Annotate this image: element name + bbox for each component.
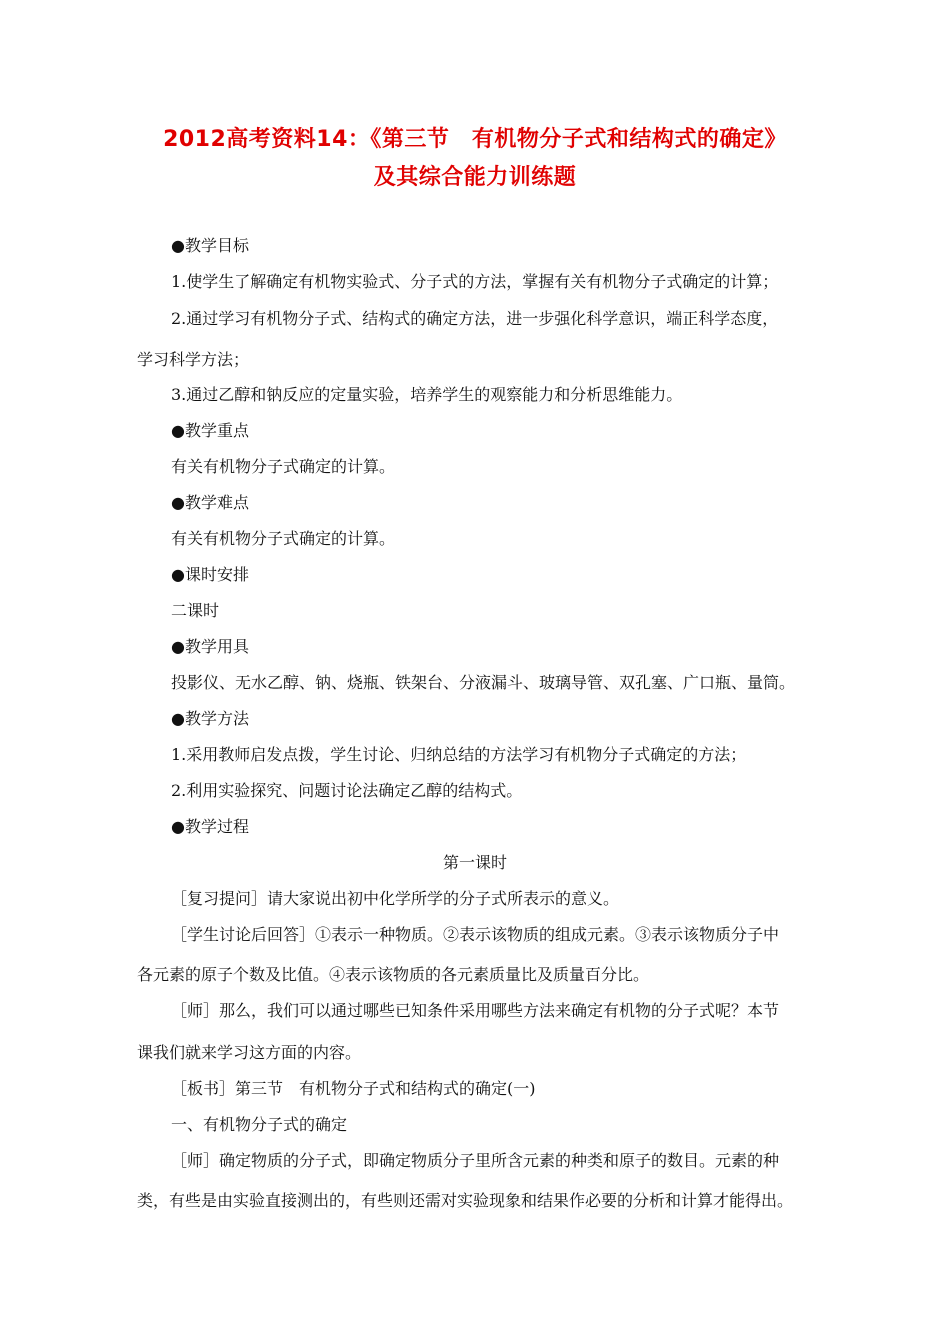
student-answer-line-2: 各元素的原子个数及比值。④表示该物质的各元素质量比及质量百分比。 (137, 965, 650, 984)
teacher-remark-2-line-2: 类，有些是由实验直接测出的，有些则还需对实验现象和结果作必要的分析和计算才能得出。 (137, 1191, 794, 1210)
heading-difficulties: ●教学难点 (171, 493, 249, 512)
heading-teaching-tools: ●教学用具 (171, 637, 249, 656)
heading-teaching-methods: ●教学方法 (171, 709, 249, 728)
section-heading-1: 一、有机物分子式的确定 (171, 1115, 348, 1134)
student-answer-line-1: ［学生讨论后回答］①表示一种物质。②表示该物质的组成元素。③表示该物质分子中 (171, 925, 780, 944)
review-question: ［复习提问］请大家说出初中化学所学的分子式所表示的意义。 (171, 889, 620, 908)
schedule-text: 二课时 (171, 601, 220, 620)
key-points-text: 有关有机物分子式确定的计算。 (171, 457, 396, 476)
teacher-remark-1-line-1: ［师］那么，我们可以通过哪些已知条件采用哪些方法来确定有机物的分子式呢？本节 (171, 1001, 780, 1020)
heading-teaching-process: ●教学过程 (171, 817, 249, 836)
blackboard-note: ［板书］第三节 有机物分子式和结构式的确定(一) (171, 1079, 536, 1098)
teaching-tools-text: 投影仪、无水乙醇、钠、烧瓶、铁架台、分液漏斗、玻璃导管、双孔塞、广口瓶、量筒。 (171, 673, 796, 692)
goal-item-1: 1.使学生了解确定有机物实验式、分子式的方法，掌握有关有机物分子式确定的计算； (171, 272, 779, 291)
document-title-line-2: 及其综合能力训练题 (373, 165, 577, 190)
heading-key-points: ●教学重点 (171, 421, 249, 440)
method-item-1: 1.采用教师启发点拨，学生讨论、归纳总结的方法学习有机物分子式确定的方法； (171, 745, 747, 764)
heading-schedule: ●课时安排 (171, 565, 249, 584)
teacher-remark-2-line-1: ［师］确定物质的分子式，即确定物质分子里所含元素的种类和原子的数目。元素的种 (171, 1151, 780, 1170)
difficulties-text: 有关有机物分子式确定的计算。 (171, 529, 396, 548)
goal-item-2-line-1: 2.通过学习有机物分子式、结构式的确定方法，进一步强化科学意识，端正科学态度， (171, 309, 779, 328)
lesson-heading: 第一课时 (442, 853, 507, 872)
method-item-2: 2.利用实验探究、问题讨论法确定乙醇的结构式。 (171, 781, 523, 800)
goal-item-2-line-2: 学习科学方法； (137, 350, 250, 369)
goal-item-3: 3.通过乙醇和钠反应的定量实验，培养学生的观察能力和分析思维能力。 (171, 385, 683, 404)
teacher-remark-1-line-2: 课我们就来学习这方面的内容。 (137, 1043, 362, 1062)
document-title-line-1: 2012高考资料14：《第三节 有机物分子式和结构式的确定》 (163, 127, 787, 152)
heading-teaching-goals: ●教学目标 (171, 236, 249, 255)
